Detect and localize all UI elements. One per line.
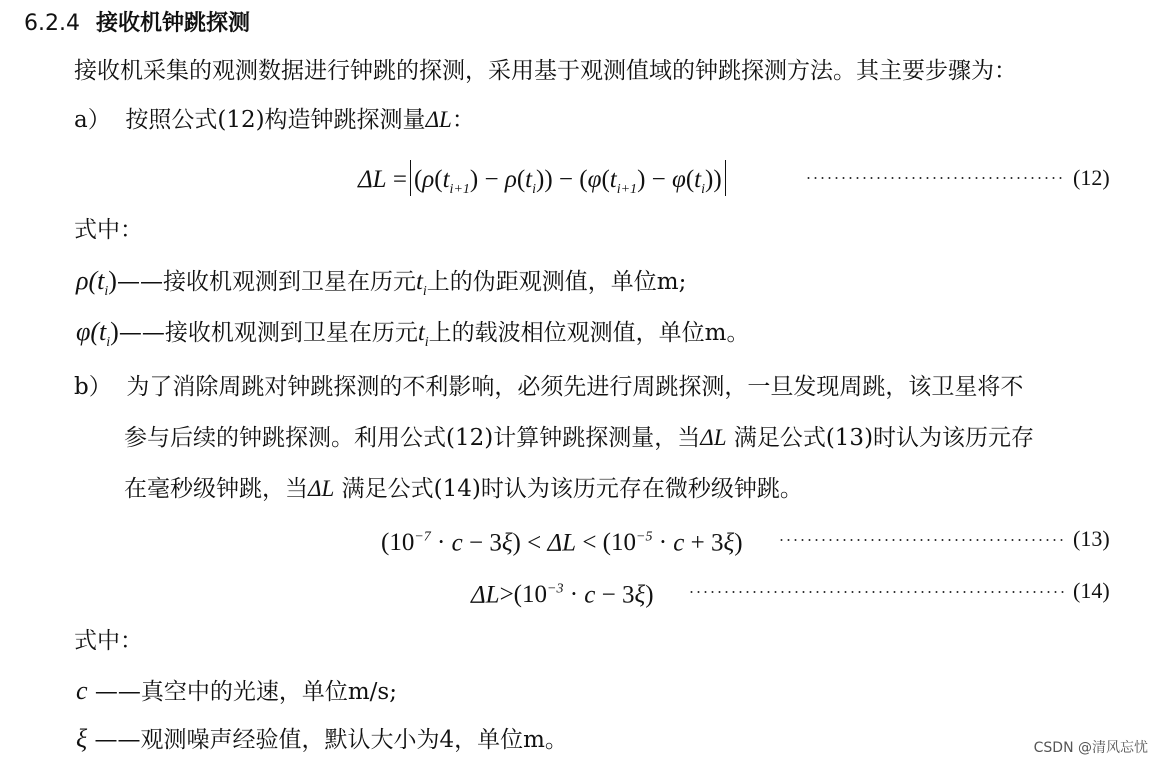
eq12-leader-dots [805,177,1065,179]
eq13-number: (13) [1073,526,1110,551]
equation-14: $\Delta L>(10^{-3} \cdot c - 3\xi)$ [471,581,654,609]
watermark: CSDN @清风忘忧 [1033,740,1148,756]
eq12-lhs: ΔL [358,166,387,193]
xi-text: ——观测噪声经验值，默认大小为4，单位m。 [94,727,568,753]
eq12-number: (12) [1073,165,1110,190]
phi-text: ——接收机观测到卫星在历元 [118,320,418,346]
section-number: 6.2.4 [24,11,80,36]
intro-paragraph: 接收机采集的观测数据进行钟跳的探测，采用基于观测值域的钟跳探测方法。其主要步骤为： [74,58,1017,84]
c-symbol: c [76,676,88,705]
step-a-text: 按照公式(12)构造钟跳探测量 [125,107,426,133]
step-b-line-3: 在毫秒级钟跳，当ΔL 满足公式(14)时认为该历元存在微秒级钟跳。 [124,476,803,502]
rho-text: ——接收机观测到卫星在历元 [116,269,416,295]
phi-rest: 上的载波相位观测值，单位m。 [428,320,750,346]
xi-symbol: ξ [76,724,88,753]
section-title: 接收机钟跳探测 [95,11,250,36]
where-label-1: 式中： [74,217,143,243]
step-a-marker: a） [74,107,111,133]
definition-phi [76,317,749,358]
step-b-line-2: 参与后续的钟跳探测。利用公式(12)计算钟跳探测量，当ΔL 满足公式(13)时认为该历元存 [124,425,1035,451]
definition-rho [76,266,686,307]
phi-epoch: $t_i$ [417,319,429,350]
step-b-marker: b） [74,374,112,400]
equation-12: $\Delta L = (\rho(t_{i+1}) - \rho(t_i)) - (\varphi(t_{i+1}) - \varphi(t_i))$ [358,160,729,205]
step-b-symbol-2: ΔL [308,476,335,501]
where-label-2: 式中： [74,628,143,654]
step-b-line-1 [74,372,1023,402]
eq14-number: (14) [1073,578,1110,603]
step-a-symbol: ΔL [425,107,452,132]
step-b-line1-text: 为了消除周跳对钟跳探测的不利影响，必须先进行周跳探测，一旦发现周跳，该卫星将不 [126,374,1024,400]
eq13-leader-dots [778,539,1065,541]
rho-symbol: $\rho(t_i)$ [76,266,117,300]
rho-rest: 上的伪距观测值，单位m; [426,269,687,295]
equation-13: $(10^{-7} \cdot c - 3\xi) < \Delta L < (10^{-5} \cdot c + 3\xi)$ [381,529,743,557]
eq14-leader-dots [688,591,1065,593]
rho-epoch: $t_i$ [415,268,427,299]
step-a-tail: ： [451,107,475,133]
c-text: ——真空中的光速，单位m/s; [94,679,397,705]
definition-c [76,676,397,707]
phi-symbol: $\varphi(t_i)$ [76,317,119,351]
step-b-symbol-1: ΔL [700,425,727,450]
section-heading [24,9,250,39]
step-a [74,105,475,135]
definition-xi [76,724,568,755]
